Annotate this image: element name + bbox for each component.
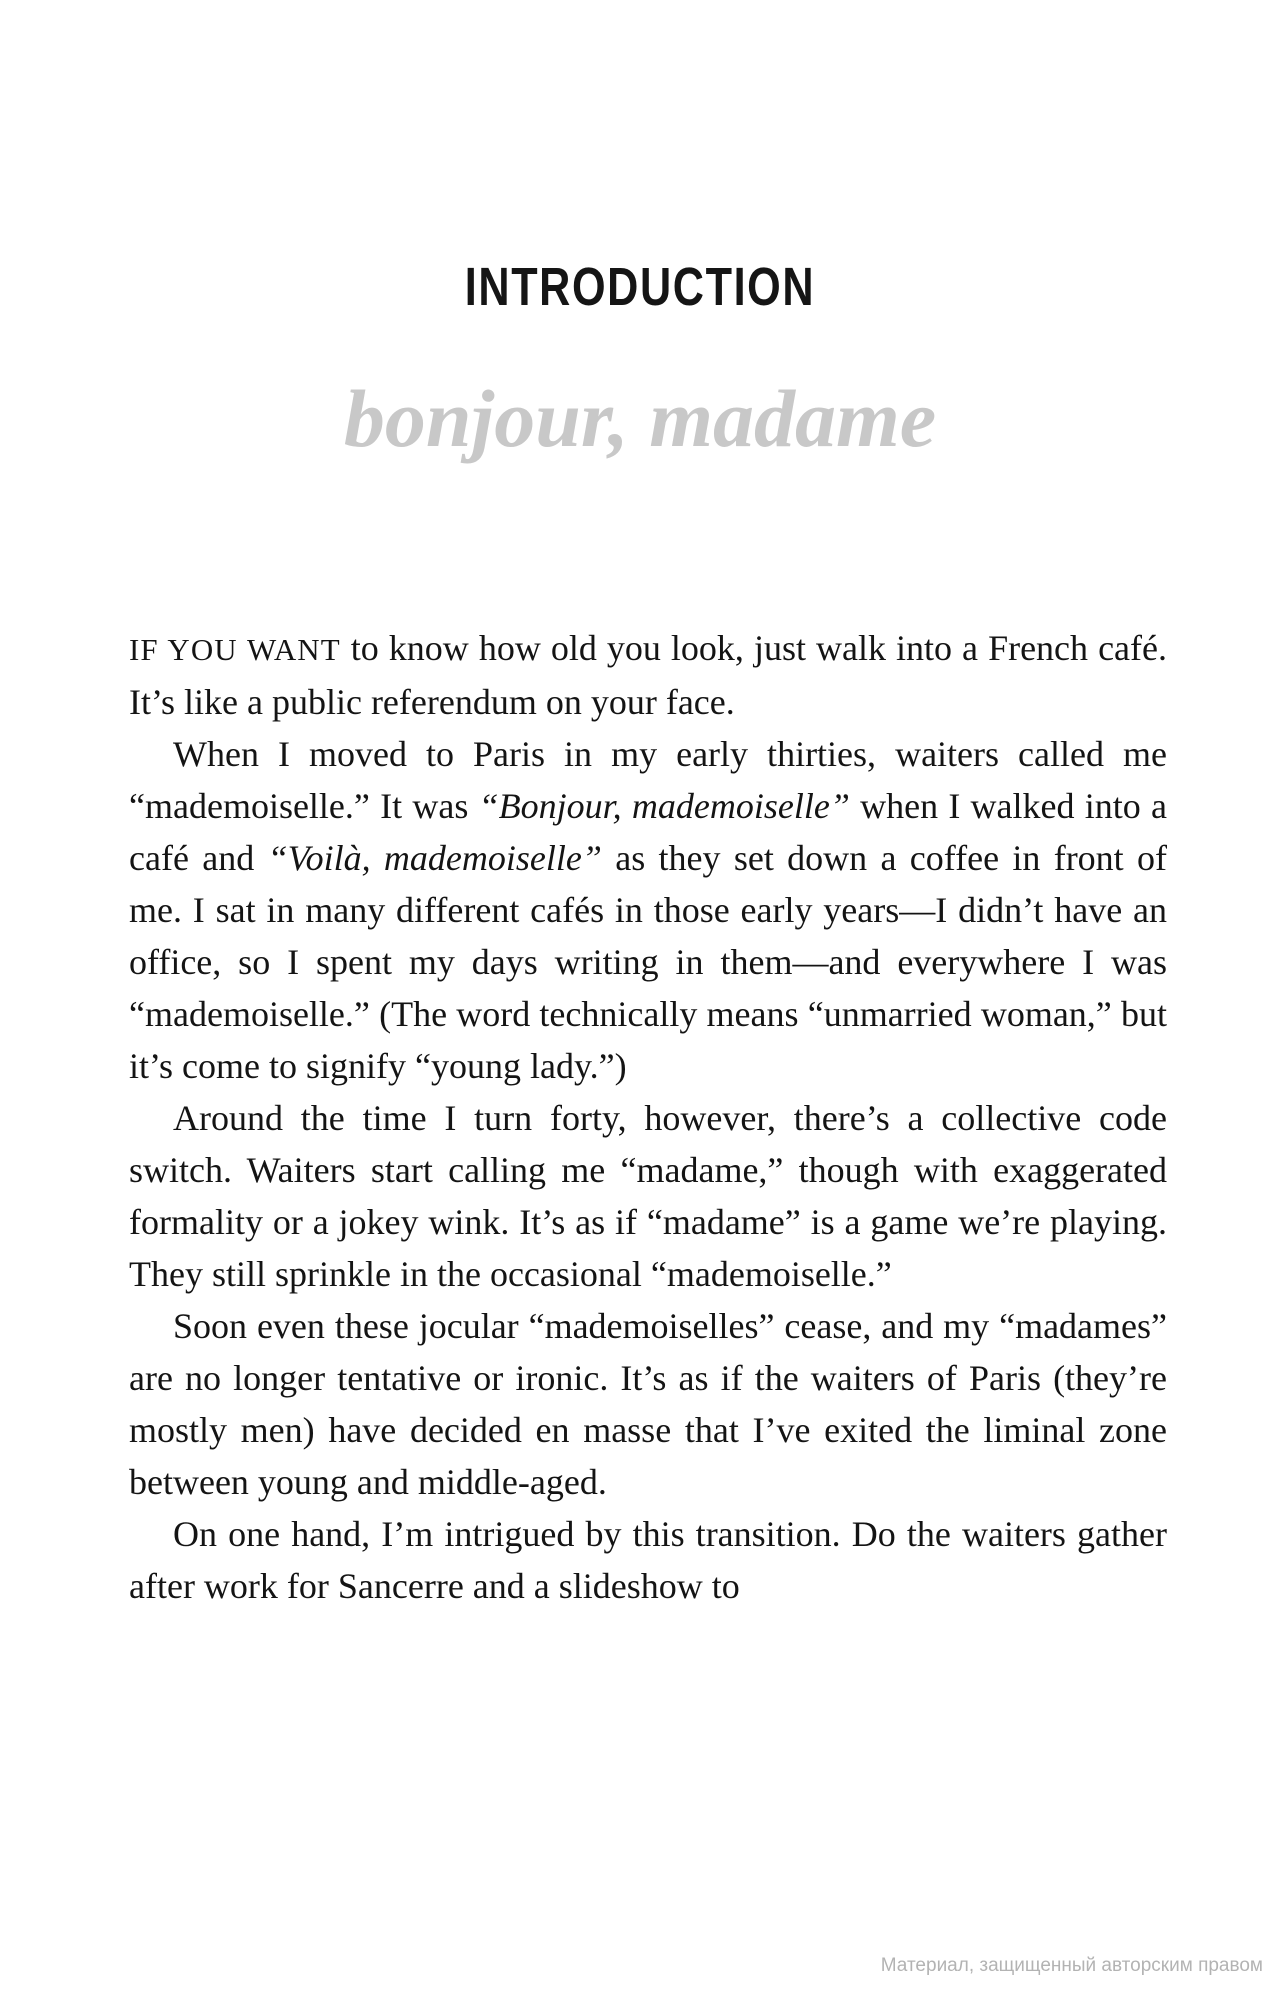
text-run: When I moved to Paris in my early thirties, waiters called me “mademoiselle.” It was [129,734,1167,826]
paragraph [129,622,1167,728]
text-run: On one hand, I’m intrigued by this transition. Do the waiters gather after work for Sancerre and a slideshow to [129,1514,1167,1606]
paragraph [129,1300,1167,1508]
chapter-heading-text: INTRODUCTION [464,257,816,317]
text-run: Soon even these jocular “mademoiselles” cease, and my “madames” are no longer tentative or ironic. It’s as if the waiters of Paris (they’re mostly men) have decided en masse that I’ve exited the liminal zone between young and middle-aged. [129,1306,1167,1502]
paragraph [129,728,1167,1092]
text-run: Around the time I turn forty, however, there’s a collective code switch. Waiters start calling me “madame,” though with exaggerated formality or a jokey wink. It’s as if “madame” is a game we’re playing. They still sprinkle in the occasional “mademoiselle.” [129,1098,1167,1294]
text-run: as they set down a coffee in front of me. I sat in many different cafés in those early years—I didn’t have an office, so I spent my days writing in them—and everywhere I was “mademoiselle.” (The word technically means “unmarried woman,” but it’s come to signify “young lady.”) [129,838,1167,1086]
italic-phrase: “Voilà, mademoiselle” [267,838,602,878]
text-run: to know how old you look, just walk into a French café. It’s like a public referendum on your face. [129,628,1167,722]
paragraph [129,1092,1167,1300]
italic-phrase: “Bonjour, mademoiselle” [478,786,850,826]
paragraph [129,1508,1167,1612]
body-text [129,622,1167,1612]
chapter-title: bonjour, madame [343,373,937,464]
text-run: when I walked into a café and [129,786,1167,878]
chapter-heading [0,257,1280,317]
smallcaps-lead: IF YOU WANT [129,632,341,667]
copyright-watermark: Материал, защищенный авторским правом [880,1955,1263,1976]
